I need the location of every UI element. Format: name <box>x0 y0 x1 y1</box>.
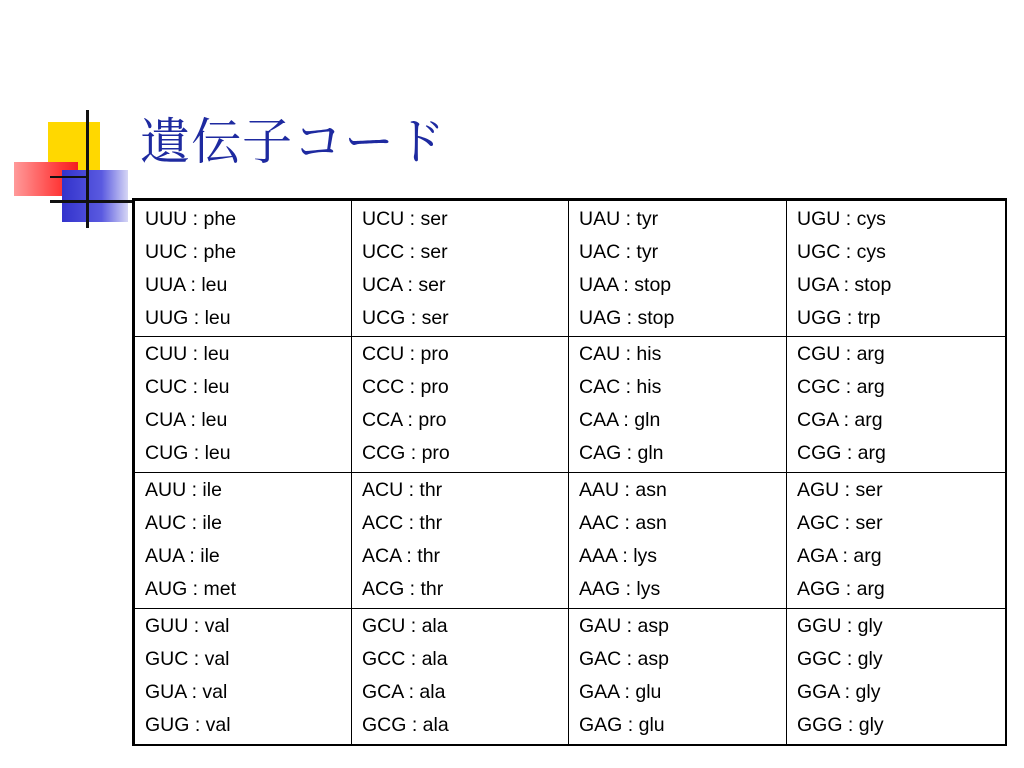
table-cell <box>569 200 787 337</box>
codon-entry: GUU : val <box>145 615 230 638</box>
codon-entry: UAG : stop <box>579 306 675 329</box>
table-cell <box>134 337 352 473</box>
codon-entry: UCG : ser <box>362 306 449 329</box>
codon-entry: CAG : gln <box>579 442 664 465</box>
codon-entry: UUA : leu <box>145 273 228 296</box>
codon-entry: AUG : met <box>145 578 237 601</box>
codon-table <box>132 198 1007 746</box>
codon-entry: ACG : thr <box>362 578 444 601</box>
codon-entry: UCU : ser <box>362 207 448 230</box>
codon-entry: GCC : ala <box>362 648 448 671</box>
table-cell <box>352 337 569 473</box>
vertical-line-decoration <box>86 110 89 228</box>
codon-entry: AAG : lys <box>579 578 661 601</box>
codon-entry: UUU : phe <box>145 207 237 230</box>
slide-title: 遺伝子コード <box>140 113 446 171</box>
codon-entry: ACC : thr <box>362 512 443 535</box>
table-cell <box>134 200 352 337</box>
table-cell <box>787 200 1006 337</box>
codon-entry: GGG : gly <box>797 714 884 737</box>
codon-entry: GAU : asp <box>579 615 669 638</box>
table-row <box>134 608 1006 745</box>
codon-entry: CAC : his <box>579 376 662 399</box>
codon-entry: ACA : thr <box>362 545 441 568</box>
table-cell <box>134 472 352 608</box>
codon-entry: CUA : leu <box>145 409 228 432</box>
codon-entry: GGC : gly <box>797 648 883 671</box>
codon-entry: GCA : ala <box>362 681 446 704</box>
codon-entry: GCG : ala <box>362 714 449 737</box>
codon-entry: AUA : ile <box>145 545 220 568</box>
codon-entry: AGU : ser <box>797 479 883 502</box>
codon-entry: CCU : pro <box>362 343 449 366</box>
codon-entry: CCC : pro <box>362 376 449 399</box>
table-cell <box>787 337 1006 473</box>
codon-entry: CGC : arg <box>797 376 885 399</box>
codon-entry: GAC : asp <box>579 648 669 671</box>
codon-entry: AAC : asn <box>579 512 667 535</box>
codon-entry: UGA : stop <box>797 273 892 296</box>
codon-entry: UGG : trp <box>797 306 881 329</box>
codon-entry: GAG : glu <box>579 714 665 737</box>
codon-entry: GGA : gly <box>797 681 881 704</box>
codon-entry: CAA : gln <box>579 409 661 432</box>
table-cell <box>352 200 569 337</box>
codon-entry: UAA : stop <box>579 273 672 296</box>
codon-entry: UCC : ser <box>362 240 448 263</box>
codon-entry: AUU : ile <box>145 479 222 502</box>
codon-entry: CCG : pro <box>362 442 450 465</box>
codon-entry: GUC : val <box>145 648 230 671</box>
codon-entry: GUG : val <box>145 714 231 737</box>
table-cell <box>569 608 787 745</box>
codon-entry: UUG : leu <box>145 306 231 329</box>
codon-entry: UUC : phe <box>145 240 237 263</box>
table-cell <box>352 472 569 608</box>
codon-entry: AAU : asn <box>579 479 667 502</box>
codon-entry: UAU : tyr <box>579 207 659 230</box>
codon-entry: CUU : leu <box>145 343 230 366</box>
codon-entry: AAA : lys <box>579 545 658 568</box>
codon-entry: GCU : ala <box>362 615 448 638</box>
table-row <box>134 200 1006 337</box>
table-cell <box>352 608 569 745</box>
table-cell <box>134 608 352 745</box>
short-line-decoration <box>50 176 86 178</box>
codon-entry: ACU : thr <box>362 479 443 502</box>
codon-entry: UGU : cys <box>797 207 886 230</box>
codon-entry: GUA : val <box>145 681 228 704</box>
codon-entry: AGA : arg <box>797 545 882 568</box>
codon-entry: AGC : ser <box>797 512 883 535</box>
horizontal-line-decoration <box>50 200 132 203</box>
codon-entry: UCA : ser <box>362 273 446 296</box>
codon-entry: AUC : ile <box>145 512 222 535</box>
codon-entry: CGA : arg <box>797 409 883 432</box>
table-row <box>134 337 1006 473</box>
codon-entry: UAC : tyr <box>579 240 659 263</box>
codon-entry: GGU : gly <box>797 615 883 638</box>
codon-entry: AGG : arg <box>797 578 885 601</box>
codon-entry: CGU : arg <box>797 343 885 366</box>
table-cell <box>569 472 787 608</box>
table-row <box>134 472 1006 608</box>
codon-entry: CGG : arg <box>797 442 886 465</box>
table-cell <box>569 337 787 473</box>
codon-entry: CUG : leu <box>145 442 231 465</box>
codon-entry: CUC : leu <box>145 376 230 399</box>
codon-entry: CCA : pro <box>362 409 447 432</box>
codon-entry: CAU : his <box>579 343 662 366</box>
codon-entry: GAA : glu <box>579 681 662 704</box>
table-cell <box>787 608 1006 745</box>
codon-entry: UGC : cys <box>797 240 886 263</box>
table-cell <box>787 472 1006 608</box>
